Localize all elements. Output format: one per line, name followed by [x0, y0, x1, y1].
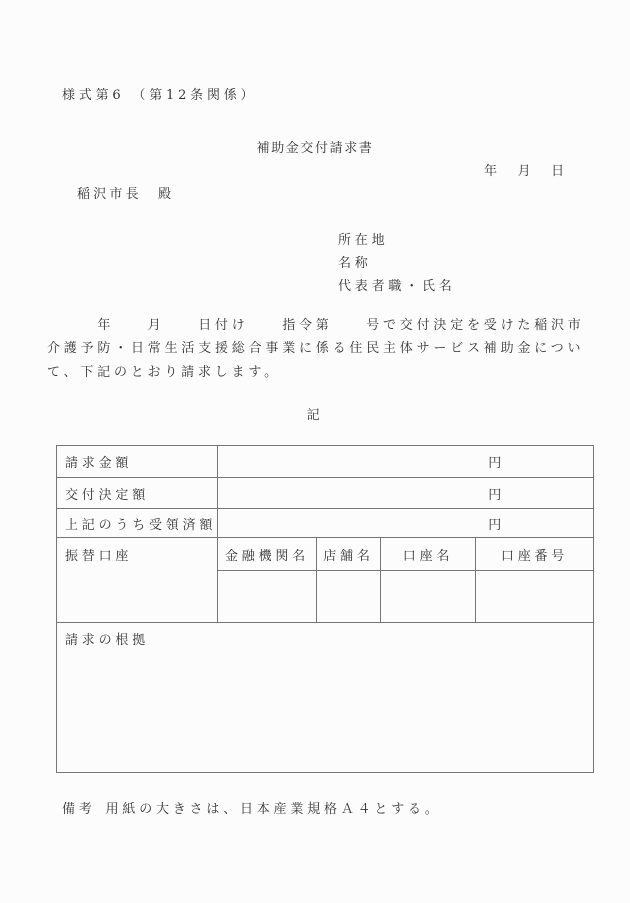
remark-line [62, 798, 442, 817]
grant-decision-amount-value-cell: 円 [218, 478, 594, 509]
applicant-representative-label: 代表者職・氏名 [338, 279, 456, 294]
applicant-location-label: 所在地 [338, 233, 389, 248]
request-amount-label: 請求金額 [57, 446, 218, 478]
received-amount-label: 上記のうち受領済額 [57, 509, 218, 538]
request-basis-label: 請求の根拠 [57, 623, 594, 773]
account-name-value-cell [381, 571, 476, 623]
body-line-3: て、下記のとおり請求します。 [47, 364, 281, 380]
received-amount-value-cell: 円 [218, 509, 594, 538]
applicant-name-label: 名称 [338, 256, 372, 271]
date-line: 年 月 日 [483, 164, 568, 179]
bank-name-value-cell [218, 571, 317, 623]
account-number-column-header: 口座番号 [476, 538, 594, 571]
page-title: 補助金交付請求書 [256, 141, 374, 156]
account-number-value-cell [476, 571, 594, 623]
account-name-column-header: 口座名 [381, 538, 476, 571]
table-row-received-amount [57, 509, 594, 538]
table-row-request-basis [57, 623, 594, 773]
transfer-account-label: 振替口座 [57, 538, 218, 623]
body-line-2: 介護予防・日常生活支援総合事業に係る住民主体サービス補助金につい [47, 341, 585, 357]
remark-label: 備考 [62, 802, 96, 817]
branch-name-value-cell [317, 571, 381, 623]
table-row-grant-decision-amount [57, 478, 594, 509]
table-row-transfer-account-header [57, 538, 594, 571]
request-table [56, 445, 594, 773]
applicant-block [338, 229, 456, 298]
form-number: 様式第6 （第12条関係） [62, 88, 258, 103]
bank-name-column-header: 金融機関名 [218, 538, 317, 571]
record-marker: 記 [306, 408, 324, 423]
body-line-1: 年 月 日付け 指令第 号で交付決定を受けた稲沢市 [47, 318, 585, 333]
grant-decision-amount-label: 交付決定額 [57, 478, 218, 509]
branch-name-column-header: 店舗名 [317, 538, 381, 571]
body-paragraph [47, 314, 592, 384]
table-row-request-amount [57, 446, 594, 478]
remark-text: 用紙の大きさは、日本産業規格Ａ４とする。 [105, 802, 442, 817]
request-amount-value-cell: 円 [218, 446, 594, 478]
addressee: 稲沢市長 殿 [77, 187, 175, 202]
